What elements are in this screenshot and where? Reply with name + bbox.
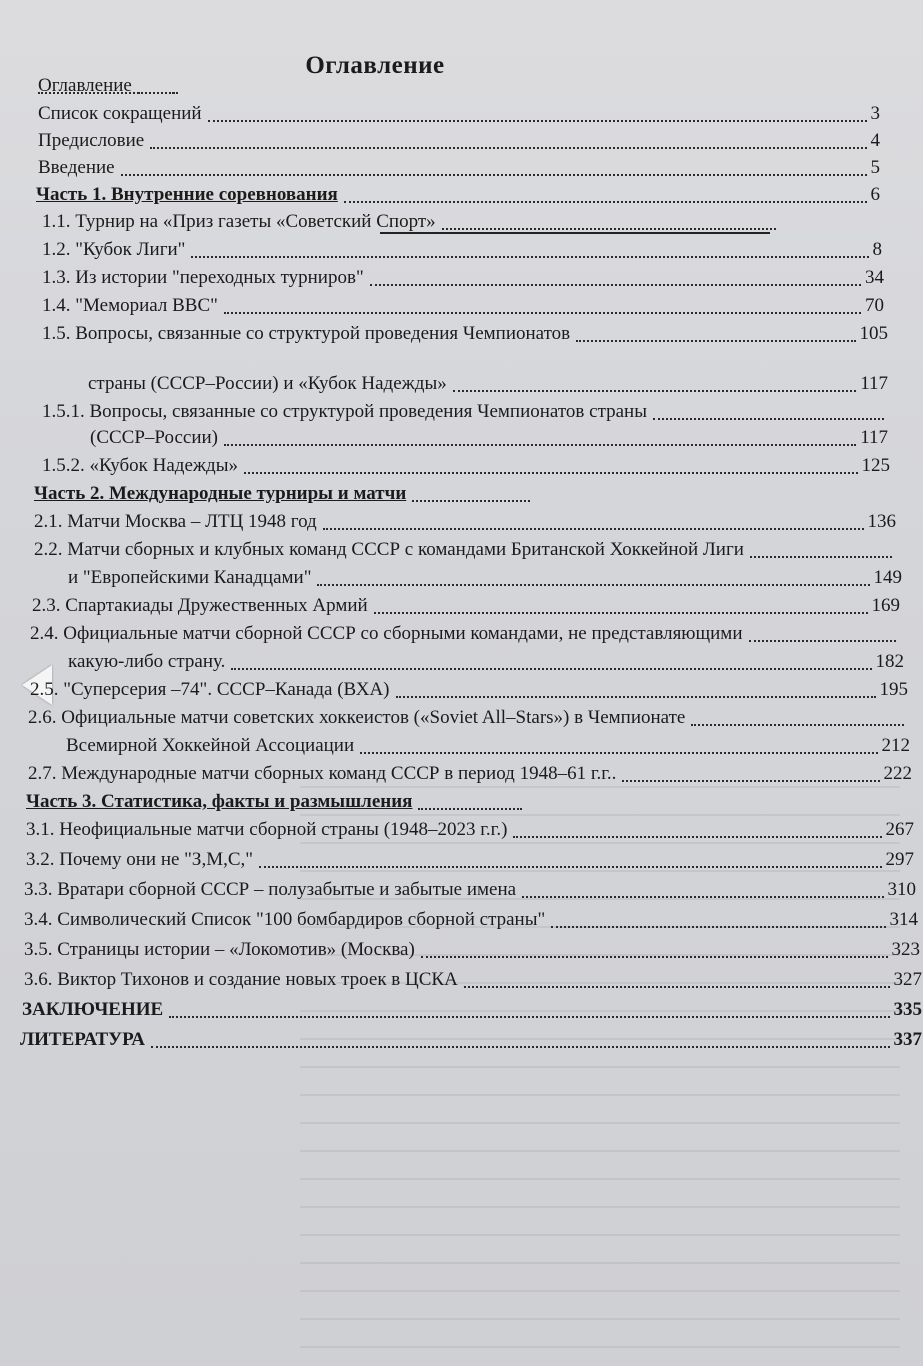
- dot-leader: [208, 118, 867, 122]
- dot-leader: [691, 722, 904, 726]
- dot-leader: [653, 416, 884, 420]
- toc-entry: 1.5.2. «Кубок Надежды» 125: [42, 455, 890, 476]
- toc-entry: 1.4. "Мемориал ВВС" 70: [42, 295, 884, 316]
- dot-leader: [750, 554, 892, 558]
- toc-entry: 1.3. Из истории "переходных турниров" 34: [42, 267, 884, 288]
- toc-entry-conclusion: ЗАКЛЮЧЕНИЕ 335: [22, 999, 922, 1020]
- toc-entry-continued: страны (СССР–России) и «Кубок Надежды» 117: [88, 373, 888, 394]
- dot-leader: [522, 894, 883, 898]
- dot-leader: [244, 470, 858, 474]
- dot-leader: [151, 1044, 889, 1048]
- toc-entry: Оглавление: [38, 72, 178, 100]
- dot-leader: [323, 526, 864, 530]
- dot-leader: [412, 498, 530, 502]
- toc-entry-continued: (СССР–России) 117: [90, 427, 888, 448]
- toc-entry-continued: какую-либо страну. 182: [68, 651, 904, 672]
- dot-leader: [121, 172, 867, 176]
- toc-entry: 3.6. Виктор Тихонов и создание новых троек в ЦСКА 327: [24, 969, 922, 990]
- toc-entry: 1.5. Вопросы, связанные со структурой проведения Чемпионатов 105: [42, 323, 888, 344]
- dot-leader: [396, 694, 876, 698]
- dot-leader: [259, 864, 881, 868]
- toc-entry-literature: ЛИТЕРАТУРА 337: [20, 1029, 922, 1050]
- dot-leader: [374, 610, 868, 614]
- toc-part-heading: Часть 2. Международные турниры и матчи: [34, 480, 534, 508]
- toc-entry: 1.1. Турнир на «Приз газеты «Советский Спорт»: [42, 208, 780, 236]
- dot-leader: [224, 442, 856, 446]
- toc-entry: 2.4. Официальные матчи сборной СССР со сборными командами, не представляющими: [30, 620, 900, 648]
- toc-entry-continued: [88, 348, 888, 372]
- toc-entry: 3.4. Символический Список "100 бомбардиров сборной страны" 314: [24, 909, 918, 930]
- dot-leader: [418, 806, 522, 810]
- toc-entry: 3.5. Страницы истории – «Локомотив» (Москва) 323: [24, 939, 920, 960]
- dot-leader: [576, 338, 855, 342]
- dot-leader: [138, 90, 174, 94]
- toc-entry: 3.1. Неофициальные матчи сборной страны (1948–2023 г.г.) 267: [26, 819, 914, 840]
- dot-leader: [453, 388, 856, 392]
- dot-leader: [464, 984, 890, 988]
- toc-part-heading: Часть 1. Внутренние соревнования 6: [36, 184, 880, 205]
- toc-entry: 1.5.1. Вопросы, связанные со структурой проведения Чемпионатов страны: [42, 398, 888, 426]
- toc-entry: 2.5. "Суперсерия –74". СССР–Канада (ВХА) 195: [30, 679, 908, 700]
- toc-entry: 2.7. Международные матчи сборных команд СССР в период 1948–61 г.г.. 222: [28, 763, 912, 784]
- dot-leader: [317, 582, 869, 586]
- dot-leader: [749, 638, 897, 642]
- toc-entry: 2.1. Матчи Москва – ЛТЦ 1948 год 136: [34, 511, 896, 532]
- toc-entry-continued: и "Европейскими Канадцами" 149: [68, 567, 902, 588]
- page-title: Оглавление: [305, 52, 445, 79]
- dot-leader: [442, 226, 776, 230]
- toc-entry: 2.3. Спартакиады Дружественных Армий 169: [32, 595, 900, 616]
- dot-leader: [231, 666, 871, 670]
- toc-entry: 2.2. Матчи сборных и клубных команд СССР с командами Британской Хоккейной Лиги: [34, 536, 896, 564]
- dot-leader: [150, 145, 866, 149]
- toc-entry: 3.2. Почему они не "З,М,С," 297: [26, 849, 914, 870]
- dot-leader: [622, 778, 879, 782]
- toc-entry: 1.2. "Кубок Лиги" 8: [42, 239, 882, 260]
- toc-entry: Список сокращений 3: [38, 103, 880, 124]
- dot-leader: [551, 924, 885, 928]
- dot-leader: [370, 282, 861, 286]
- dot-leader: [344, 199, 867, 203]
- toc-part-heading: Часть 3. Статистика, факты и размышления: [26, 788, 526, 816]
- toc-entry: 3.3. Вратари сборной СССР – полузабытые и забытые имена 310: [24, 879, 916, 900]
- toc-entry: Предисловие 4: [38, 130, 880, 151]
- dot-leader: [224, 310, 861, 314]
- toc-entry: 2.6. Официальные матчи советских хоккеистов («Soviet All–Stars») в Чемпионате: [28, 704, 908, 732]
- toc-entry-continued: Всемирной Хоккейной Ассоциации 212: [66, 735, 910, 756]
- dot-leader: [421, 954, 888, 958]
- dot-leader: [513, 834, 881, 838]
- dot-leader: [360, 750, 877, 754]
- dot-leader: [169, 1014, 889, 1018]
- dot-leader: [191, 254, 868, 258]
- toc-entry: Введение 5: [38, 157, 880, 178]
